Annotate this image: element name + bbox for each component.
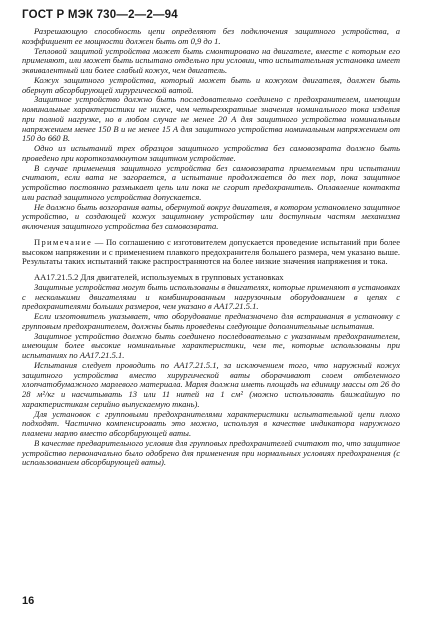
note bbox=[22, 238, 400, 267]
paragraph: Защитные устройства могут быть использованы в двигателях, которые применяют в установках с несколькими двигателями и комбинированным нагрузочным оборудованием в цепях с предохранителями больших размеров, чем указано в АА17.21.5.1. bbox=[22, 281, 400, 312]
paragraph: Испытания следует проводить по АА17.21.5.1, за исключением того, что наружный кожух защитного устройства вместо хирургической ваты оборачивают слоем отбеленного хлопчатобумажного марлевого материала. Марля должна иметь площадь на единицу массы от 26 до 28 м²/кг и насчитывать 13 или 11 нитей на 1 см² (можно использовать ближайшую по характеристикам серийно выпускаемую ткань). bbox=[22, 359, 400, 409]
paragraph: Тепловой защитой устройства может быть смонтировано на двигателе, вместе с которым его применяют, или может быть испытано отдельно при условии, что испытательная установка имеет эквивалентный или более слабый кожух, чем двигатель. bbox=[22, 45, 400, 75]
paragraph: Кожух защитного устройства, который может быть и кожухом двигателя, должен быть обернут абсорбирующей хирургической ватой. bbox=[22, 74, 400, 95]
paragraph: Одно из испытаний трех образцов защитного устройства без самовозврата должно быть проведено при короткозамкнутом защитном устройстве. bbox=[22, 143, 400, 163]
paragraph: Защитное устройство должно быть соединено последовательно с указанным предохранителем, имеющим более высокие номинальные характеристики, чем те, которые использованы при испытаниях по АА17.21.5.1. bbox=[22, 330, 400, 360]
paragraph: В качестве предварительного условия для групповых предохранителей считают то, что защитное устройство первоначально было одобрено для применения при нормальных условиях предохранения (с использованием абсорбирующей ваты). bbox=[22, 437, 400, 468]
paragraph: Разрешающую способность цепи определяют без подключения защитного устройства, а коэффициент ее мощности должен быть от 0,9 до 1. bbox=[22, 26, 400, 46]
paragraph: Защитное устройство должно быть последовательно соединено с предохранителем, имеющим номинальные характеристики не ниже, чем четырехкратные значения номинального тока изделия при полной нагрузке, но в любом случае не менее 20 А для защитного устройства номинальным напряжением менее 150 В и не менее 15 А для защитного устройства номинальным напряжением от 150 до 660 В. bbox=[22, 94, 400, 144]
note-label: Примечание bbox=[34, 236, 93, 247]
paragraph: Для установок с групповыми предохранителями характеристики испытательной цепи плохо подходят. Частично компенсировать это можно, используя в качестве индикатора наружного пламени марлю вместо абсорбирующей ваты. bbox=[22, 408, 400, 438]
section-title: АА17.21.5.2 Для двигателей, используемых в групповых установках bbox=[34, 272, 284, 282]
paragraph: Если изготовитель указывает, что оборудование предназначено для встраивания в установку с групповым предохранителем, должны быть проведены следующие дополнительные испытания. bbox=[22, 311, 400, 331]
paragraph: В случае применения защитного устройства без самовозврата приемлемым при испытании считают, если вата не загорается, а испытание продолжается до тех пор, пока защитное устройство постоянно размыкает цепь или пока не сгорит предохранитель. Оплавление контакта или распад защитного устройства допускается. bbox=[22, 162, 400, 202]
note-text: — По соглашению с изготовителем допускается проведение испытаний при более высоком напряжении и с применением плавкого предохранителя большего размера, чем указано выше. Результаты таких испытаний также распространяются на более низкие значения напряжения и тока. bbox=[22, 236, 400, 267]
document-body bbox=[22, 27, 400, 468]
standard-header: ГОСТ Р МЭК 730—2—2—94 bbox=[22, 9, 178, 21]
page-number: 16 bbox=[22, 595, 35, 607]
paragraph: Не должно быть возгорания ваты, обернутой вокруг двигателя, в котором установлено защитное устройство, и создающей кожух защитному устройству или доступным частям механизма включения защитного устройства без самовозврата. bbox=[22, 201, 400, 231]
